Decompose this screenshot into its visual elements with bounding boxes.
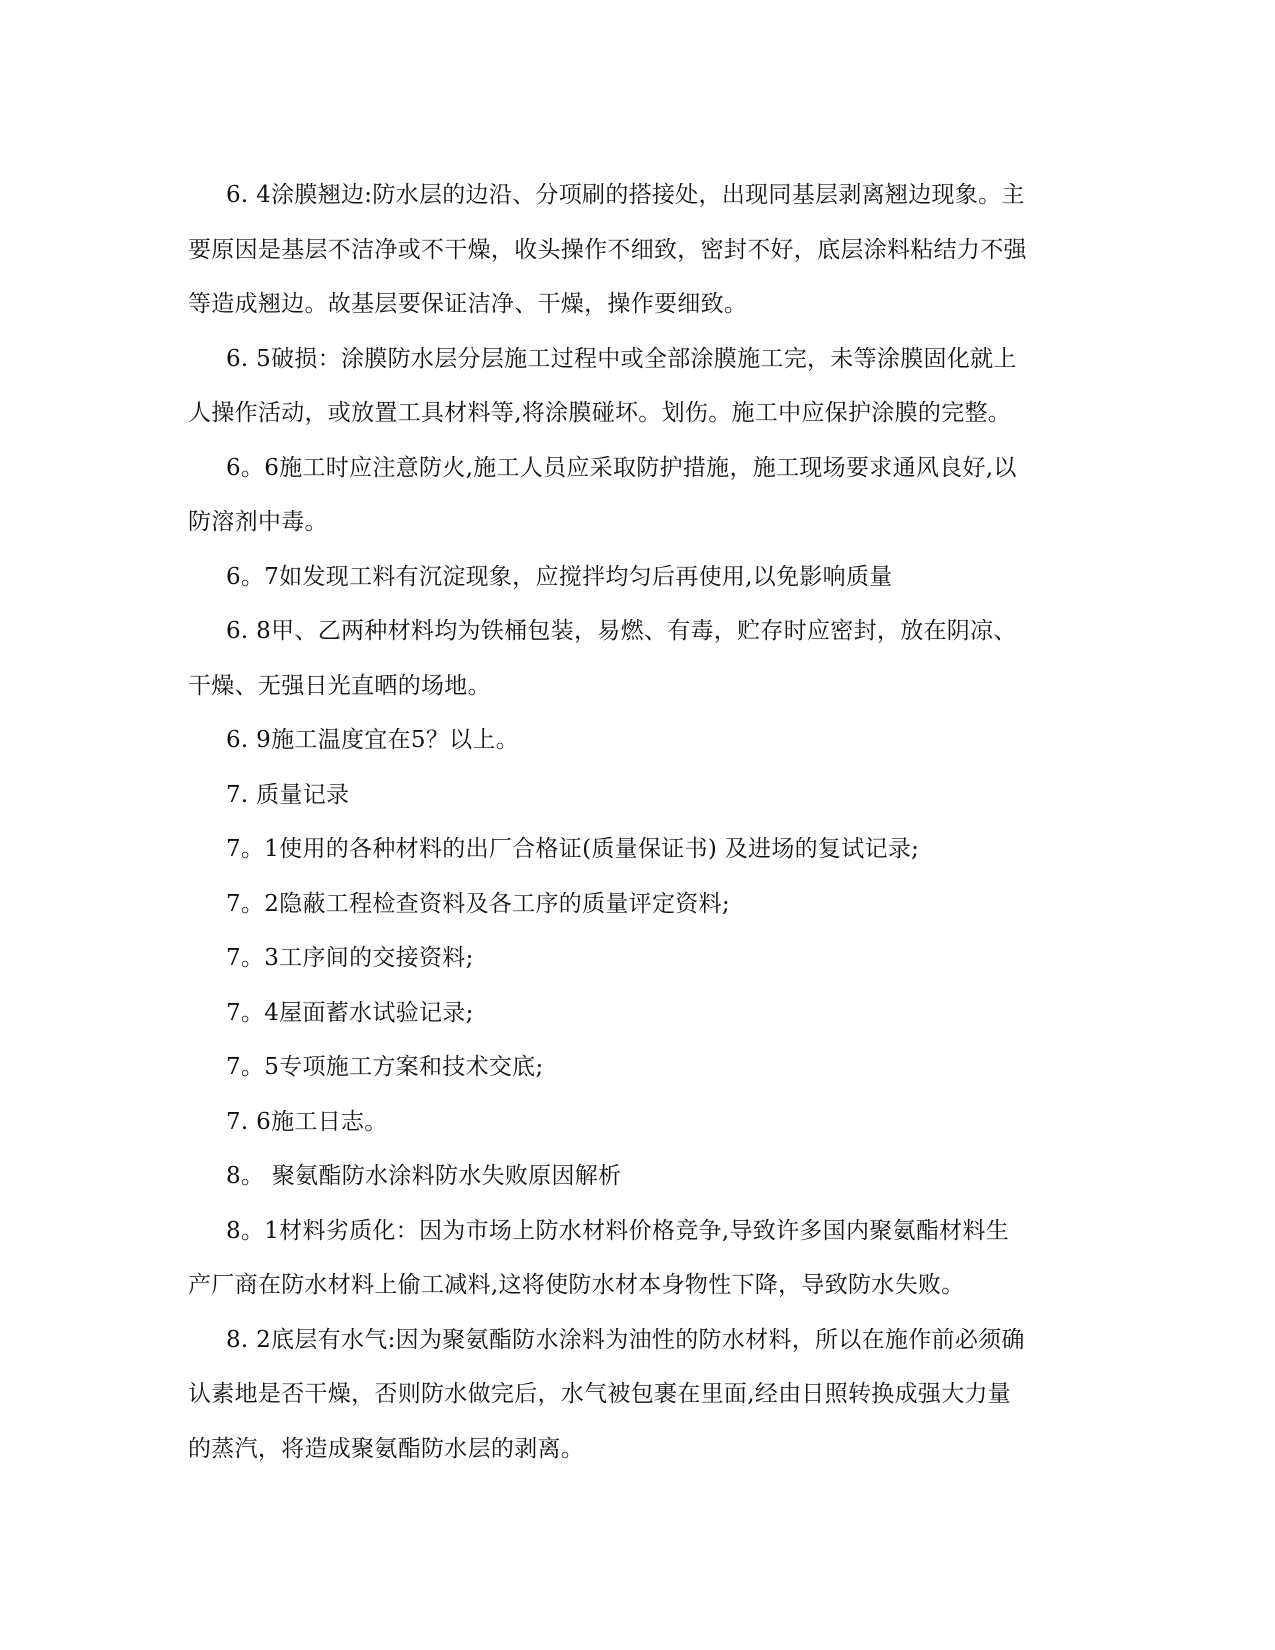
paragraph-line: 防溶剂中毒。 <box>188 509 328 535</box>
document-body <box>188 168 1088 1476</box>
paragraph-7 <box>188 768 1088 823</box>
paragraph-line: 6. 4涂膜翘边:防水层的边沿、分项刷的搭接处，出现同基层剥离翘边现象。主 <box>226 182 1025 208</box>
paragraph-line: 要原因是基层不洁净或不干燥，收头操作不细致，密封不好，底层涂料粘结力不强 <box>188 236 1027 263</box>
paragraph-line: 6. 9施工温度宜在5？以上。 <box>226 727 520 753</box>
paragraph-7-3 <box>188 931 1088 986</box>
paragraph-6-7 <box>188 550 1088 605</box>
paragraph-line: 8. 2底层有水气:因为聚氨酯防水涂料为油性的防水材料，所以在施作前必须确 <box>226 1326 1025 1353</box>
paragraph-7-1 <box>188 822 1088 877</box>
paragraph-line: 7. 质量记录 <box>226 781 350 808</box>
paragraph-7-2 <box>188 877 1088 932</box>
paragraph-line: 7。3工序间的交接资料; <box>226 945 474 971</box>
paragraph-8-2 <box>188 1313 1088 1477</box>
paragraph-7-5 <box>188 1040 1088 1095</box>
paragraph-line: 认素地是否干燥，否则防水做完后，水气被包裹在里面,经由日照转换成强大力量 <box>188 1381 1012 1407</box>
paragraph-line: 7。2隐蔽工程检查资料及各工序的质量评定资料; <box>226 890 730 917</box>
paragraph-line: 的蒸汽，将造成聚氨酯防水层的剥离。 <box>188 1435 585 1462</box>
paragraph-line: 等造成翘边。故基层要保证洁净、干燥，操作要细致。 <box>188 291 748 317</box>
paragraph-line: 7。5专项施工方案和技术交底; <box>226 1054 544 1080</box>
paragraph-line: 干燥、无强日光直晒的场地。 <box>188 672 491 699</box>
paragraph-6-9 <box>188 713 1088 768</box>
paragraph-line: 6。6施工时应注意防火,施工人员应采取防护措施，施工现场要求通风良好,以 <box>226 454 1017 481</box>
paragraph-line: 人操作活动，或放置工具材料等,将涂膜碰坏。划伤。施工中应保护涂膜的完整。 <box>188 400 1012 426</box>
paragraph-line: 8。1材料劣质化：因为市场上防水材料价格竞争,导致许多国内聚氨酯材料生 <box>226 1217 1010 1244</box>
paragraph-line: 6。7如发现工料有沉淀现象，应搅拌均匀后再使用,以免影响质量 <box>226 563 893 590</box>
paragraph-line: 7。1使用的各种材料的出厂合格证(质量保证书) 及进场的复试记录; <box>226 836 920 862</box>
paragraph-6-4 <box>188 168 1088 332</box>
paragraph-7-4 <box>188 986 1088 1041</box>
paragraph-6-8 <box>188 604 1088 713</box>
paragraph-6-5 <box>188 332 1088 441</box>
paragraph-8 <box>188 1149 1088 1204</box>
paragraph-7-6 <box>188 1095 1088 1150</box>
paragraph-line: 8。 聚氨酯防水涂料防水失败原因解析 <box>226 1163 622 1189</box>
paragraph-line: 产厂商在防水材料上偷工减料,这将使防水材本身物性下降，导致防水失败。 <box>188 1272 965 1298</box>
paragraph-8-1 <box>188 1204 1088 1313</box>
paragraph-6-6 <box>188 441 1088 550</box>
paragraph-line: 7. 6施工日志。 <box>226 1108 388 1135</box>
paragraph-line: 7。4屋面蓄水试验记录; <box>226 999 474 1026</box>
paragraph-line: 6. 5破损：涂膜防水层分层施工过程中或全部涂膜施工完，未等涂膜固化就上 <box>226 345 1017 372</box>
paragraph-line: 6. 8甲、乙两种材料均为铁桶包装，易燃、有毒，贮存时应密封，放在阴凉、 <box>226 618 1017 644</box>
